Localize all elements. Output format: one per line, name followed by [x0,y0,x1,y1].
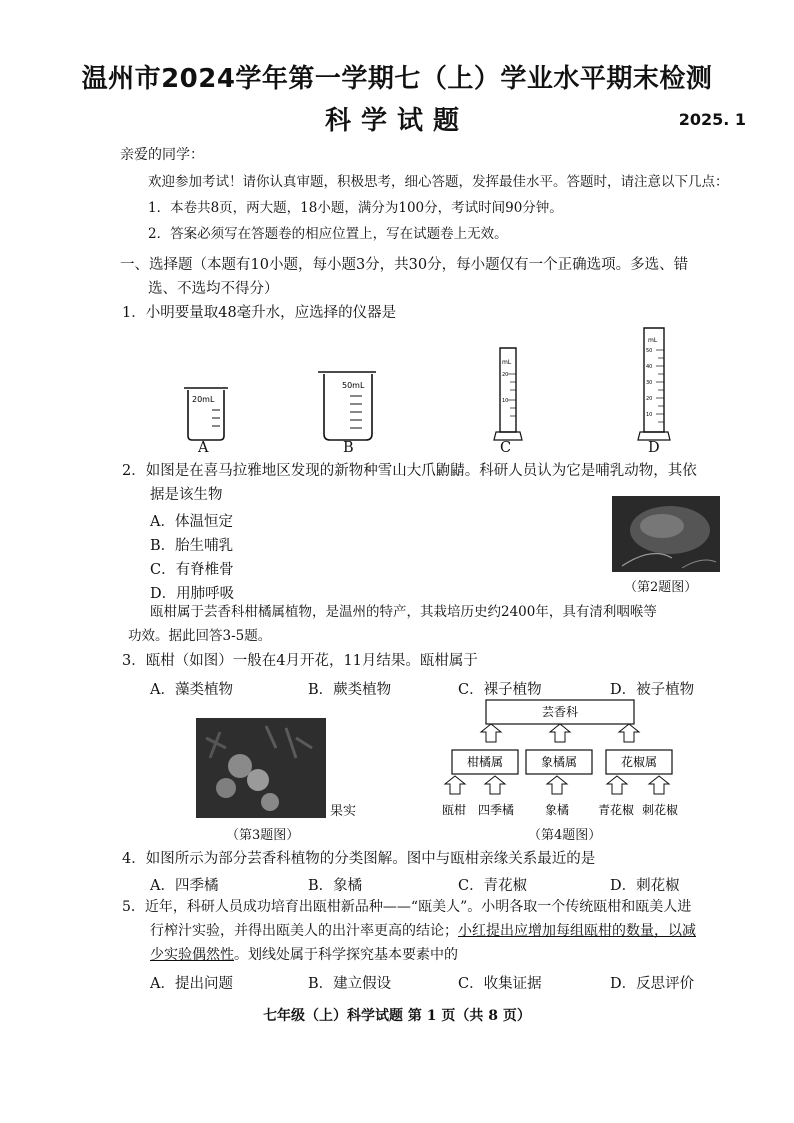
cylinder-d-tick-1: 40 [646,364,653,370]
q3-option-d[interactable]: D．被子植物 [610,682,695,698]
q5-underlined-text: 小红提出应增加每组瓯柑的数量，以减 [458,923,696,939]
arrow-up-icon [550,724,570,742]
arrow-up-icon [485,776,505,794]
page-footer: 七年级（上）科学试题 第 1 页（共 8 页） [263,1008,531,1024]
exam-title: 温州市2024学年第一学期七（上）学业水平期末检测 [81,64,713,94]
q3-orange-photo [196,718,326,818]
note-1: 1．本卷共8页，两大题，18小题，满分为100分，考试时间90分钟。 [148,200,563,216]
q1-instruments-figure [170,318,710,458]
q5-conclusion: 行榨汁实验，并得出瓯美人的出汁率更高的结论； [150,923,458,939]
cylinder-c-tick-0: 20 [502,372,509,378]
arrow-up-icon [481,724,501,742]
q3-caption: （第3题图） [226,828,300,843]
species-label-4: 青花椒 [597,803,635,817]
arrow-up-icon [607,776,627,794]
q2-stem-cont: 据是该生物 [150,487,223,503]
species-label-5: 刺花椒 [641,803,679,817]
q2-caption: （第2题图） [624,580,698,595]
genus-label-2: 象橘属 [540,755,578,769]
welcome-text: 欢迎参加考试！请你认真审题，积极思考，细心答题，发挥最佳水平。答题时，请注意以下几点： [148,174,729,190]
q2-option-a[interactable]: A．体温恒定 [150,514,233,530]
q5-stem-line3 [150,946,458,964]
family-label: 芸香科 [541,705,579,719]
section-heading-cont: 选、不选均不得分） [148,281,279,297]
q5-option-a[interactable]: A．提出问题 [150,976,233,992]
beaker-b-label: 50mL [342,381,365,390]
q4-classification-diagram [434,698,684,822]
cylinder-d-tick-4: 10 [646,412,653,418]
cylinder-d-tick-3: 20 [646,396,653,402]
beaker-b [318,372,376,440]
q1-option-c[interactable]: C [500,440,512,456]
q1-stem: 1．小明要量取48毫升水，应选择的仪器是 [122,305,397,321]
q5-option-b[interactable]: B．建立假设 [308,976,392,992]
arrow-up-icon [547,776,567,794]
q1-option-d[interactable]: D [648,440,660,456]
q5-stem-line2 [150,922,696,940]
q5-underlined-text-cont: 少实验偶然性 [150,947,234,963]
arrow-up-icon [445,776,465,794]
q3-stem: 3．瓯柑（如图）一般在4月开花，11月结果。瓯柑属于 [122,653,478,669]
genus-label-1: 柑橘属 [466,755,504,769]
cylinder-d [638,328,670,440]
q5-question: 。划线处属于科学探究基本要素中的 [234,947,458,963]
q5-stem: 5．近年，科研人员成功培育出瓯柑新品种——“瓯美人”。小明各取一个传统瓯柑和瓯美人进 [122,899,692,915]
section-heading: 一、选择题（本题有10小题，每小题3分，共30分，每小题仅有一个正确选项。多选、错 [120,257,689,273]
cylinder-c-tick-1: 10 [502,398,509,404]
cylinder-c-label: mL [502,359,512,366]
exam-subtitle: 科学试题 [324,106,469,136]
q2-shrew-photo [612,496,720,572]
genus-label-3: 花椒属 [620,755,658,769]
q4-stem: 4．如图所示为部分芸香科植物的分类图解。图中与瓯柑亲缘关系最近的是 [122,851,596,867]
cylinder-d-tick-2: 30 [646,380,653,386]
cylinder-c [494,348,522,440]
beaker-a [184,388,228,440]
q1-option-a[interactable]: A [198,440,209,456]
q4-option-d[interactable]: D．刺花椒 [610,878,680,894]
q4-caption: （第4题图） [528,828,602,843]
q2-option-d[interactable]: D．用肺呼吸 [150,586,235,602]
q4-option-c[interactable]: C．青花椒 [458,878,528,894]
exam-date: 2025. 1 [678,110,746,129]
cylinder-d-tick-0: 50 [646,348,653,354]
q2-option-c[interactable]: C．有脊椎骨 [150,562,234,578]
passage-text: 瓯柑属于芸香科柑橘属植物，是温州的特产，其栽培历史约2400年，具有清利咽喉等 [150,604,657,620]
q1-option-b[interactable]: B [343,440,354,456]
q4-option-b[interactable]: B．象橘 [308,878,363,894]
arrow-up-icon [619,724,639,742]
beaker-a-label: 20mL [192,395,215,404]
q5-option-c[interactable]: C．收集证据 [458,976,542,992]
q4-option-a[interactable]: A．四季橘 [150,878,219,894]
q2-stem: 2．如图是在喜马拉雅地区发现的新物种雪山大爪鼩鼱。科研人员认为它是哺乳动物，其依 [122,463,697,479]
q3-option-c[interactable]: C．裸子植物 [458,682,542,698]
species-label-2: 四季橘 [477,803,515,817]
q5-option-d[interactable]: D．反思评价 [610,976,695,992]
species-label-3: 象橘 [544,803,570,817]
q3-option-a[interactable]: A．藻类植物 [150,682,233,698]
cylinder-d-label: mL [648,337,658,344]
note-2: 2．答案必须写在答题卷的相应位置上，写在试题卷上无效。 [148,226,508,242]
greeting: 亲爱的同学： [120,147,204,163]
q3-fruit-label: 果实 [330,804,357,819]
arrow-up-icon [649,776,669,794]
q3-option-b[interactable]: B．蕨类植物 [308,682,392,698]
q2-option-b[interactable]: B．胎生哺乳 [150,538,234,554]
species-label-1: 瓯柑 [441,803,467,817]
passage-text-cont: 功效。据此回答3-5题。 [128,628,272,644]
